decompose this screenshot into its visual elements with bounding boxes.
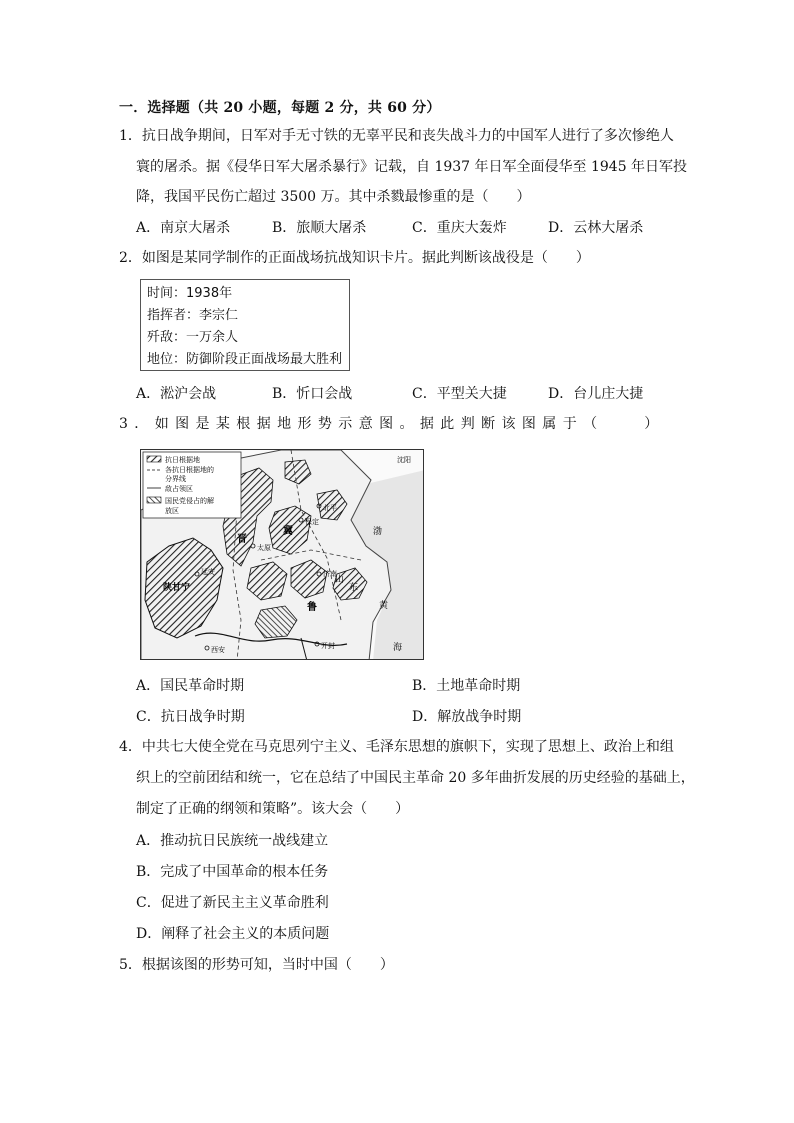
label-shenyang: 沈阳: [397, 456, 411, 464]
card-commander: 指挥者：李宗仁: [147, 308, 239, 323]
map-svg: [141, 450, 424, 660]
q4-line-1: 4．中共七大使全党在马克思列宁主义、毛泽东思想的旗帜下，实现了思想上、政治上和组: [119, 739, 674, 755]
label-ji: 冀: [283, 526, 293, 537]
q3-option-a[interactable]: A．国民革命时期: [136, 678, 245, 694]
q4-option-a[interactable]: A．推动抗日民族统一战线建立: [136, 833, 329, 849]
card-casualties: 歼敌：一万余人: [147, 330, 239, 345]
q1-option-d[interactable]: D．云林大屠杀: [548, 220, 644, 236]
label-jin: 晋: [237, 534, 247, 545]
q3-option-b[interactable]: B．土地革命时期: [412, 678, 521, 694]
q2-option-d[interactable]: D．台儿庄大捷: [548, 386, 644, 402]
label-jinan: 济南: [323, 570, 337, 578]
q4-line-3: 制定了正确的纲领和策略”。该大会（ ）: [136, 801, 410, 817]
legend-boundary-1: 各抗日根据地的: [165, 466, 214, 474]
q2-option-c[interactable]: C．平型关大捷: [412, 386, 507, 402]
label-yanan: 延安: [201, 568, 215, 576]
card-significance: 地位：防御阶段正面战场最大胜利: [147, 352, 343, 367]
q1-line-1: 1．抗日战争期间，日军对手无寸铁的无辜平民和丧失战斗力的中国军人进行了多次惨绝人: [119, 128, 674, 144]
q4-option-b[interactable]: B．完成了中国革命的根本任务: [136, 864, 329, 880]
label-xian: 西安: [211, 646, 225, 654]
knowledge-card: [140, 279, 350, 371]
q1-line-2: 寰的屠杀。据《侵华日军大屠杀暴行》记载，自 1937 年日军全面侵华至 1945 年日军投: [136, 159, 688, 175]
q1-option-a[interactable]: A．南京大屠杀: [136, 220, 231, 236]
q1-option-b[interactable]: B．旅顺大屠杀: [272, 220, 367, 236]
q3-option-d[interactable]: D．解放战争时期: [412, 709, 522, 725]
legend-occupied: 敌占领区: [165, 485, 193, 493]
q4-option-c[interactable]: C．促进了新民主主义革命胜利: [136, 895, 329, 911]
label-bo: 渤: [373, 527, 383, 537]
q4-option-d[interactable]: D．阐释了社会主义的本质问题: [136, 926, 330, 942]
legend-kmt-1: 国民党侵占的解: [165, 497, 214, 505]
q1-line-3: 降，我国平民伤亡超过 3500 万。其中杀戮最惨重的是（ ）: [136, 189, 531, 205]
legend-kmt-2: 放区: [165, 507, 179, 515]
label-lu: 鲁: [307, 602, 317, 613]
q3-option-c[interactable]: C．抗日战争时期: [136, 709, 245, 725]
label-taiyuan: 太原: [257, 544, 271, 552]
q2-option-a[interactable]: A．淞沪会战: [136, 386, 217, 402]
label-baoding: 保定: [305, 518, 319, 526]
legend-boundary-2: 分界线: [165, 475, 186, 483]
q2-option-b[interactable]: B．忻口会战: [272, 386, 353, 402]
q5-stem: 5．根据该图的形势可知，当时中国（ ）: [119, 957, 394, 973]
label-kaifeng: 开封: [321, 642, 335, 650]
q4-line-2: 织上的空前团结和统一，它在总结了中国民主革命 20 多年曲折发展的历史经验的基础上，: [136, 770, 695, 786]
card-time: 时间：1938年: [147, 286, 233, 301]
q1-option-c[interactable]: C．重庆大轰炸: [412, 220, 507, 236]
q3-stem: 3．如图是某根据地形势示意图。据此判断该图属于（ ）: [119, 416, 665, 432]
label-shaanganning: 陕甘宁: [163, 583, 191, 593]
label-hai: 海: [393, 643, 403, 653]
label-huang: 黄: [379, 601, 389, 611]
label-shan: 山: [335, 575, 345, 585]
legend-base-area: 抗日根据地: [165, 456, 200, 464]
base-area-map: [140, 449, 424, 660]
q2-stem: 2．如图是某同学制作的正面战场抗战知识卡片。据此判断该战役是（ ）: [119, 250, 590, 266]
label-dong: 东: [349, 583, 359, 593]
label-beiping: 北平: [323, 504, 337, 512]
section-title: 一．选择题（共 20 小题，每题 2 分，共 60 分）: [119, 100, 441, 116]
